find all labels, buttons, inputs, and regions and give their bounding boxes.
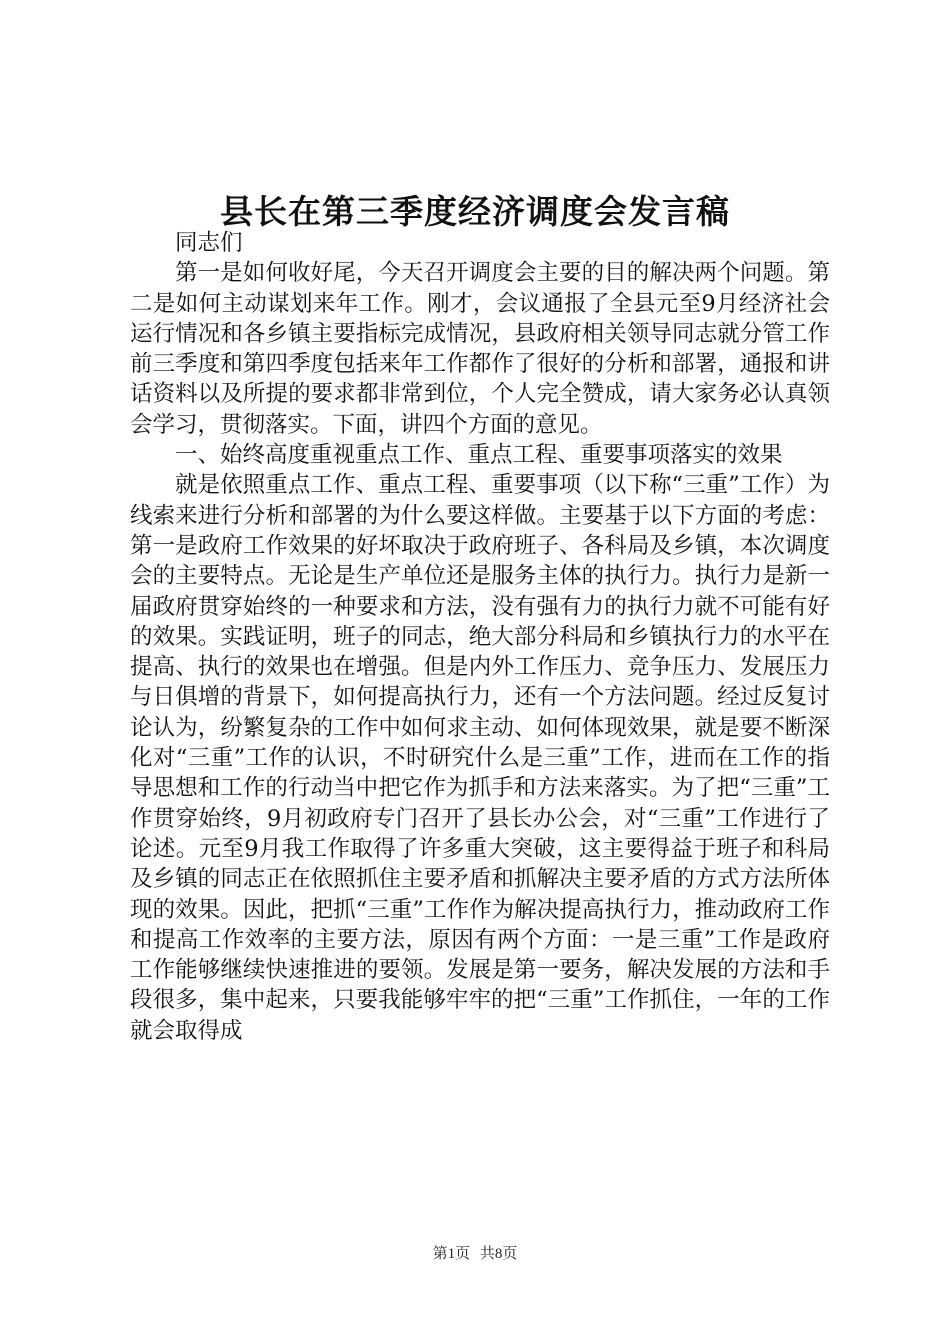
document-title: 县长在第三季度经济调度会发言稿 (220, 192, 730, 231)
document-body (130, 228, 830, 1046)
page-footer (0, 1242, 950, 1263)
page-number: 第1页 (432, 1246, 471, 1262)
body-paragraph: 就是依照重点工作、重点工程、重要事项（以下称“三重”工作）为线索来进行分析和部署的为什么要这样做。主要基于以下方面的考虑：第一是政府工作效果的好坏取决于政府班子、各科局及乡镇，本次调度会的主要特点。无论是生产单位还是服务主体的执行力。执行力是新一届政府贯穿始终的一种要求和方法，没有强有力的执行力就不可能有好的效果。实践证明，班子的同志，绝大部分科局和乡镇执行力的水平在提高、执行的效果也在增强。但是内外工作压力、竞争压力、发展压力与日俱增的背景下，如何提高执行力，还有一个方法问题。经过反复讨论认为，纷繁复杂的工作中如何求主动、如何体现效果，就是要不断深化对“三重”工作的认识，不时研究什么是三重”工作，进而在工作的指导思想和工作的行动当中把它作为抓手和方法来落实。为了把“三重”工作贯穿始终，9月初政府专门召开了县长办公会，对“三重”工作进行了论述。元至9月我工作取得了许多重大突破，这主要得益于班子和科局及乡镇的同志正在依照抓住主要矛盾和抓解决主要矛盾的方式方法所体现的效果。因此，把抓“三重”工作作为解决提高执行力，推动政府工作和提高工作效率的主要方法，原因有两个方面：一是三重”工作是政府工作能够继续快速推进的要领。发展是第一要务，解决发展的方法和手段很多，集中起来，只要我能够牢牢的把“三重”工作抓住，一年的工作就会取得成 (130, 472, 830, 1044)
intro-paragraph: 第一是如何收好尾，今天召开调度会主要的目的解决两个问题。第二是如何主动谋划来年工作。刚才，会议通报了全县元至9月经济社会运行情况和各乡镇主要指标完成情况，县政府相关领导同志就分管工作前三季度和第四季度包括来年工作都作了很好的分析和部署，通报和讲话资料以及所提的要求都非常到位，个人完全赞成，请大家务必认真领会学习，贯彻落实。下面，讲四个方面的意见。 (130, 260, 830, 438)
salutation-paragraph: 同志们 (175, 230, 243, 256)
page-total: 共8页 (479, 1246, 518, 1262)
section-heading: 一、始终高度重视重点工作、重点工程、重要事项落实的效果 (175, 442, 783, 469)
